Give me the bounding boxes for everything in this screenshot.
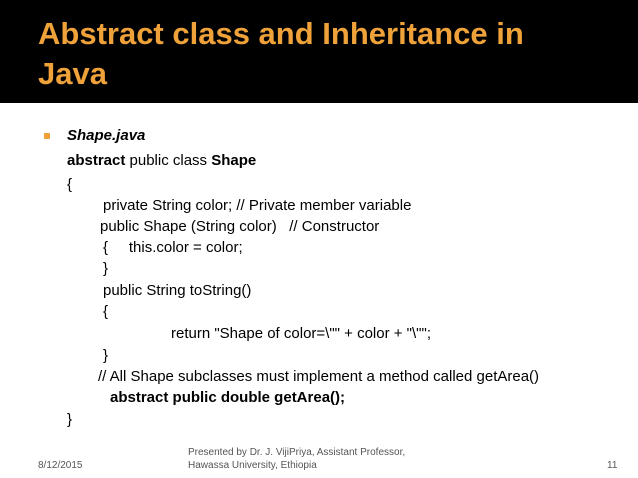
filename: Shape.java (67, 127, 146, 144)
constructor-body-line: { this.color = color; (103, 239, 243, 256)
open-brace: { (67, 176, 73, 193)
footer-page-number: 11 (607, 460, 618, 471)
tostring-open-brace: { (103, 303, 109, 320)
close-brace: } (67, 411, 73, 428)
constructor-line: public Shape (String color) // Constructor (100, 218, 380, 235)
class-name: Shape (211, 152, 257, 169)
comment-line: // All Shape subclasses must implement a method called getArea() (98, 368, 540, 385)
decl-mid: public class (125, 152, 212, 169)
return-line: return "Shape of color=\"" + color + "\""; (171, 325, 431, 342)
footer-presenter (188, 446, 428, 472)
slide-title-line-2: Java (38, 56, 107, 91)
slide-title-line-1: Abstract class and Inheritance in (38, 16, 524, 51)
tostring-line: public String toString() (103, 282, 252, 299)
presenter-line-1: Presented by Dr. J. VijiPriya, Assistant Professor, (188, 447, 406, 458)
abstract-keyword: abstract (67, 152, 126, 169)
tostring-close-brace: } (103, 347, 109, 364)
presenter-line-2: Hawassa University, Ethiopia (188, 460, 317, 471)
constructor-close-brace: } (103, 260, 109, 277)
class-declaration (67, 151, 256, 171)
footer-date: 8/12/2015 (38, 460, 83, 471)
private-field-line: private String color; // Private member variable (103, 197, 412, 214)
abstract-method-line: abstract public double getArea(); (110, 389, 346, 406)
